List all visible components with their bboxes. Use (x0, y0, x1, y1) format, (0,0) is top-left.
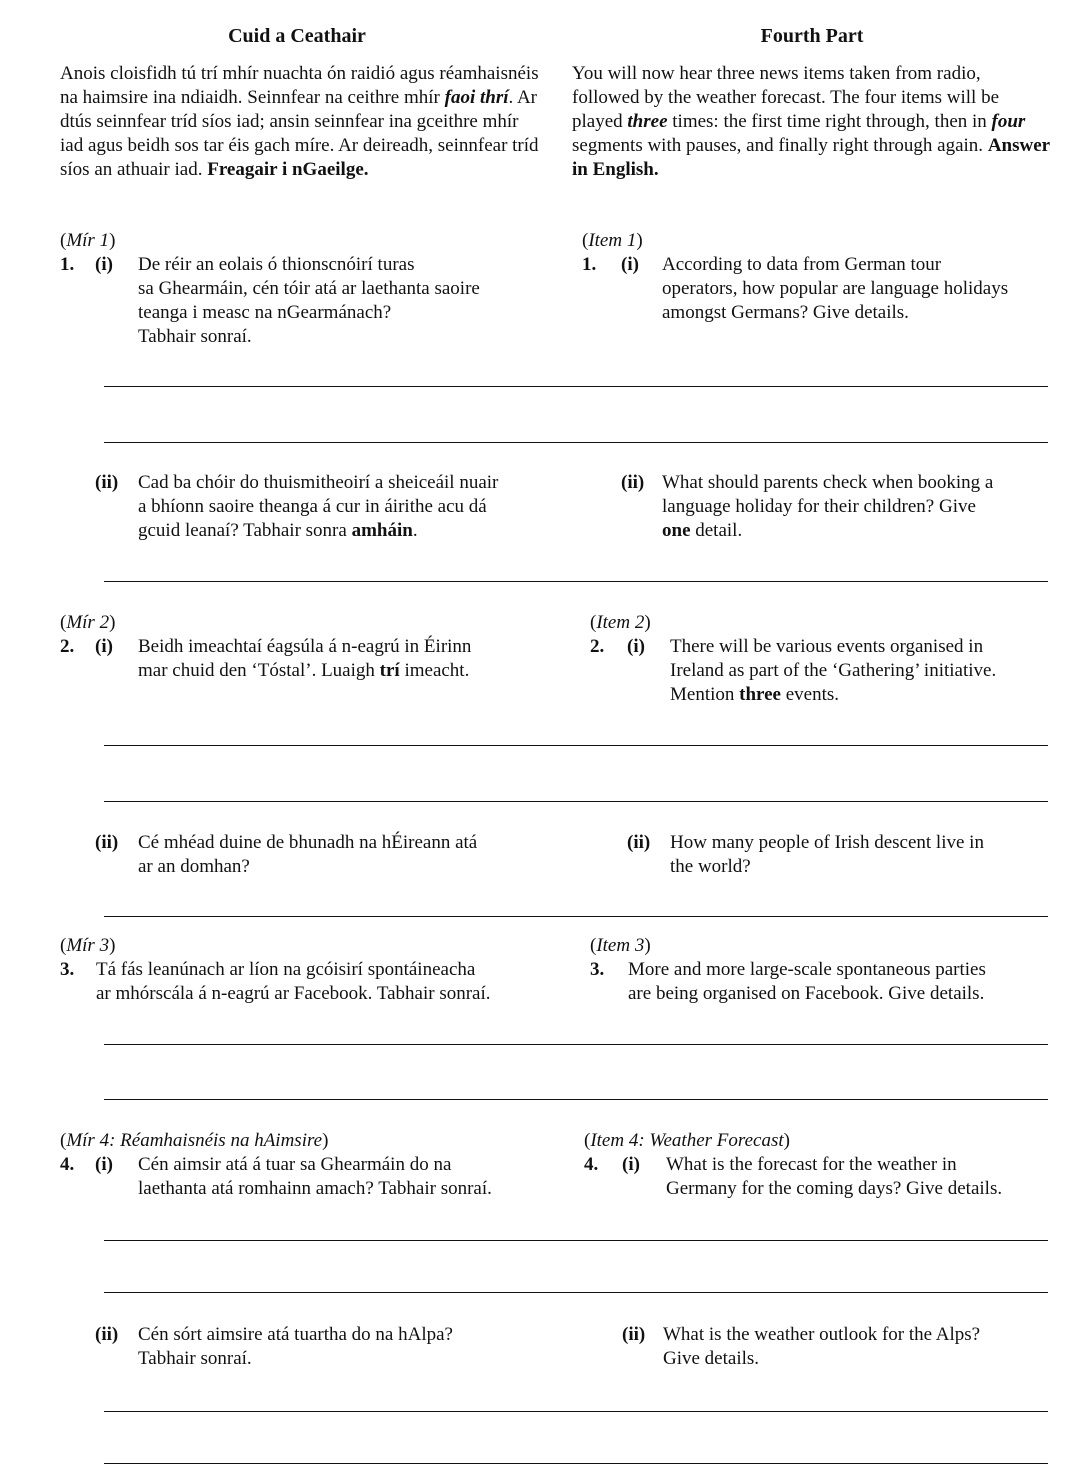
question-number: 2. (60, 636, 75, 657)
answer-line[interactable] (104, 745, 1048, 746)
sub-label: (i) (622, 1154, 640, 1175)
irish-q1ii-line: a bhíonn saoire theanga á cur in áirithe acu dá (138, 496, 487, 517)
irish-q3-line: Tá fás leanúnach ar líon na gcóisirí spontáineacha (96, 959, 476, 980)
item-4-heading: (Item 4: Weather Forecast) (584, 1130, 790, 1151)
irish-intro: Anois cloisfidh tú trí mhír nuachta ón raidió agus réamhaisnéis na haimsire ina ndiaidh. Seinnfear na ceithre mhír faoi thrí. Ar dtús seinnfear tríd síos iad; ansin seinnfear ina gceithre mhír iad agus beidh sos tar éis gach míre. Ar deireadh, seinnfear tríd síos an athuair iad. Freagair i nGaeilge. (60, 63, 539, 180)
sub-label: (i) (95, 636, 113, 657)
item-1-heading: (Item 1) (582, 230, 643, 251)
question-number: 3. (60, 959, 75, 980)
sub-label: (i) (95, 1154, 113, 1175)
answer-line[interactable] (104, 386, 1048, 387)
irish-q4i-line: laethanta atá romhainn amach? Tabhair sonraí. (138, 1178, 492, 1199)
irish-q3-line: ar mhórscála á n-eagrú ar Facebook. Tabhair sonraí. (96, 983, 491, 1004)
english-q1ii-line: one detail. (662, 520, 743, 541)
irish-q2i-line: Beidh imeachtaí éagsúla á n-eagrú in Éirinn (138, 636, 472, 657)
english-q3-line: are being organised on Facebook. Give details. (628, 983, 985, 1004)
answer-line[interactable] (104, 801, 1048, 802)
question-number: 3. (590, 959, 605, 980)
mir-2-heading: (Mír 2) (60, 612, 116, 633)
irish-q2i-line: mar chuid den ‘Tóstal’. Luaigh trí imeacht. (138, 660, 470, 681)
item-2-heading: (Item 2) (590, 612, 651, 633)
question-number: 4. (60, 1154, 75, 1175)
english-q1i-line: amongst Germans? Give details. (662, 302, 909, 323)
english-q4ii-line: What is the weather outlook for the Alps? (663, 1324, 981, 1345)
irish-q1i-line: De réir an eolais ó thionscnóirí turas (138, 254, 415, 275)
english-q1ii-line: What should parents check when booking a (662, 472, 994, 493)
english-q4i-line: Germany for the coming days? Give details. (666, 1178, 1003, 1199)
mir-1-heading: (Mír 1) (60, 230, 116, 251)
answer-line[interactable] (104, 1044, 1048, 1045)
english-q2i-line: There will be various events organised in (670, 636, 984, 657)
mir-4-heading: (Mír 4: Réamhaisnéis na hAimsire) (60, 1130, 329, 1151)
question-number: 4. (584, 1154, 599, 1175)
answer-line[interactable] (104, 1411, 1048, 1412)
answer-line[interactable] (104, 442, 1048, 443)
irish-q2ii-line: ar an domhan? (138, 856, 250, 877)
answer-line[interactable] (104, 916, 1048, 917)
irish-q4ii-line: Tabhair sonraí. (138, 1348, 252, 1369)
english-intro: You will now hear three news items taken from radio, followed by the weather forecast. The four items will be played three times: the first time right through, then in four segments with pauses, and finally right through again. Answer in English. (572, 63, 1050, 180)
mir-3-heading: (Mír 3) (60, 935, 116, 956)
english-q1ii-line: language holiday for their children? Give (662, 496, 976, 517)
english-title: Fourth Part (760, 25, 864, 47)
sub-label: (ii) (621, 472, 645, 493)
irish-q1ii-line: gcuid leanaí? Tabhair sonra amháin. (138, 520, 418, 541)
irish-q1ii-line: Cad ba chóir do thuismitheoirí a sheiceáil nuair (138, 472, 499, 493)
sub-label: (ii) (627, 832, 651, 853)
sub-label: (ii) (622, 1324, 646, 1345)
sub-label: (ii) (95, 832, 119, 853)
answer-line[interactable] (104, 1292, 1048, 1293)
item-3-heading: (Item 3) (590, 935, 651, 956)
english-q2i-line: Mention three events. (670, 684, 840, 705)
irish-q2ii-line: Cé mhéad duine de bhunadh na hÉireann atá (138, 832, 478, 853)
irish-title: Cuid a Ceathair (228, 25, 366, 47)
sub-label: (i) (621, 254, 639, 275)
answer-line[interactable] (104, 1463, 1048, 1464)
answer-line[interactable] (104, 581, 1048, 582)
sub-label: (ii) (95, 472, 119, 493)
irish-q1i-line: sa Ghearmáin, cén tóir atá ar laethanta saoire (138, 278, 480, 299)
answer-line[interactable] (104, 1099, 1048, 1100)
english-q1i-line: operators, how popular are language holidays (662, 278, 1009, 299)
irish-q4ii-line: Cén sórt aimsire atá tuartha do na hAlpa? (138, 1324, 453, 1345)
english-q4ii-line: Give details. (663, 1348, 760, 1369)
irish-q1i-line: teanga i measc na nGearmánach? (138, 302, 392, 323)
question-number: 1. (60, 254, 75, 275)
english-q2ii-line: the world? (670, 856, 751, 877)
irish-q1i-line: Tabhair sonraí. (138, 326, 252, 347)
english-q2ii-line: How many people of Irish descent live in (670, 832, 984, 853)
english-q1i-line: According to data from German tour (662, 254, 942, 275)
sub-label: (i) (627, 636, 645, 657)
english-q3-line: More and more large-scale spontaneous parties (628, 959, 986, 980)
answer-line[interactable] (104, 1240, 1048, 1241)
english-q2i-line: Ireland as part of the ‘Gathering’ initiative. (670, 660, 997, 681)
sub-label: (i) (95, 254, 113, 275)
english-q4i-line: What is the forecast for the weather in (666, 1154, 957, 1175)
sub-label: (ii) (95, 1324, 119, 1345)
question-number: 1. (582, 254, 597, 275)
question-number: 2. (590, 636, 605, 657)
irish-q4i-line: Cén aimsir atá á tuar sa Ghearmáin do na (138, 1154, 452, 1175)
